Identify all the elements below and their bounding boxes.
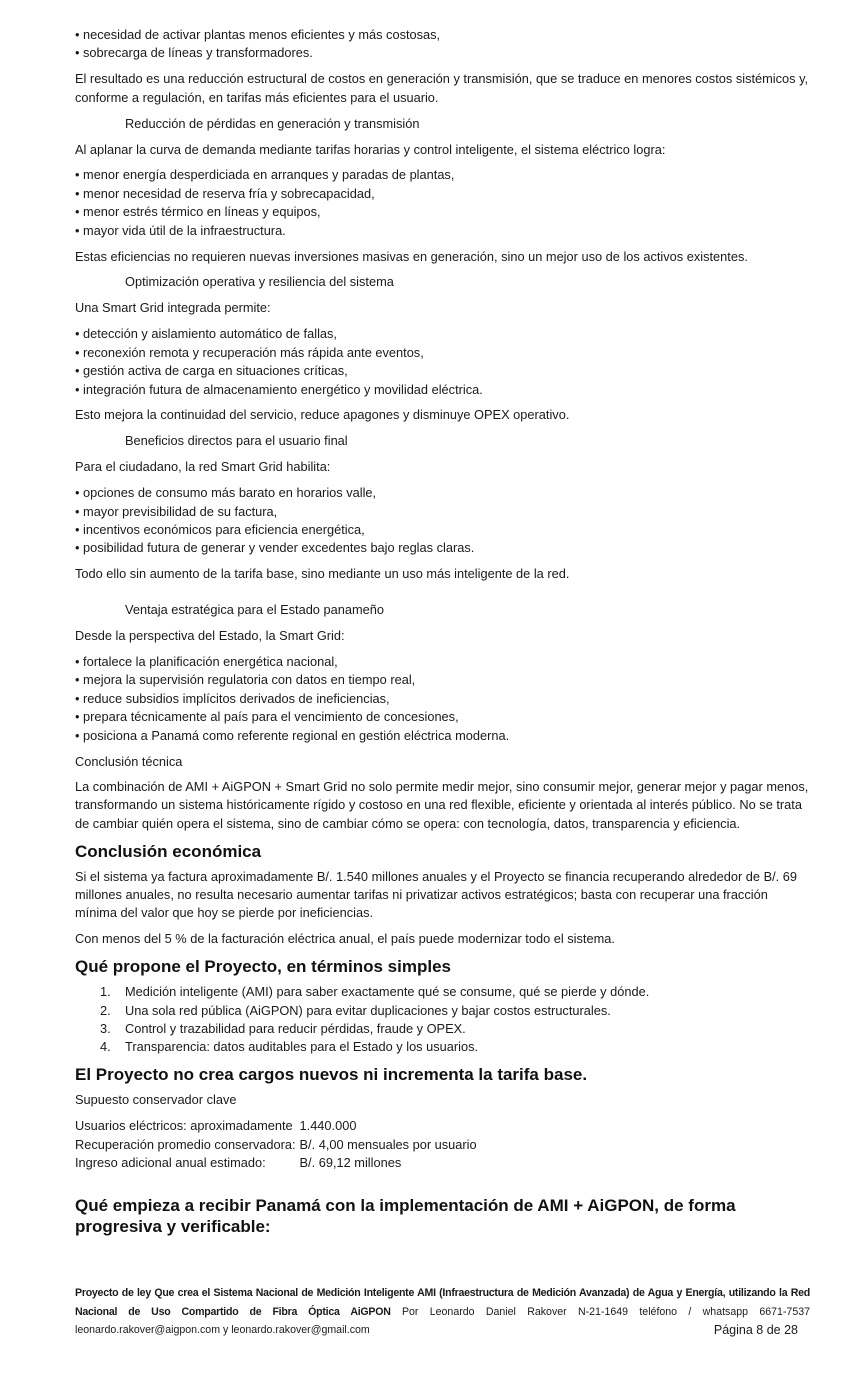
list-item: • mayor vida útil de la infraestructura. <box>75 222 286 238</box>
section-heading: Conclusión económica <box>75 841 262 861</box>
row-value: B/. 4,00 mensuales por usuario <box>299 1136 477 1152</box>
footer-project-title: Proyecto de ley Que crea el Sistema Nacional de Medición Inteligente AMI (Infraestructura de Medición Avanzada) de Agua y Energía, utilizando la Red Nacional de Uso Compartido de Fibra Óptica AiGPON <box>75 1287 810 1318</box>
list-item <box>75 1038 813 1056</box>
list-item: • sobrecarga de líneas y transformadores. <box>75 45 313 61</box>
list-item: • prepara técnicamente al país para el vencimiento de concesiones, <box>75 709 459 725</box>
section-subheading: Ventaja estratégica para el Estado panameño <box>125 602 384 618</box>
paragraph: El resultado es una reducción estructural de costos en generación y transmisión, que se traduce en menores costos sistémicos y, conforme a regulación, en tarifas más eficientes para el usuario. <box>75 71 809 105</box>
list-number: 1. <box>100 984 111 1000</box>
list-item: • menor necesidad de reserva fría y sobrecapacidad, <box>75 185 375 201</box>
list-item: • incentivos económicos para eficiencia energética, <box>75 521 365 537</box>
list-item: • necesidad de activar plantas menos eficientes y más costosas, <box>75 27 441 42</box>
list-item: • mayor previsibilidad de su factura, <box>75 503 278 519</box>
paragraph: Supuesto conservador clave <box>75 1092 237 1108</box>
list-number: 3. <box>100 1021 111 1037</box>
paragraph: Desde la perspectiva del Estado, la Smart Grid: <box>75 628 345 644</box>
bullet-list <box>75 325 813 399</box>
list-item: • posibilidad futura de generar y vender excedentes bajo reglas claras. <box>75 540 475 556</box>
list-number: 4. <box>100 1039 111 1055</box>
list-item <box>75 1020 813 1038</box>
footer-project <box>75 1284 810 1321</box>
list-item: • integración futura de almacenamiento energético y movilidad eléctrica. <box>75 381 483 397</box>
list-item: • menor estrés térmico en líneas y equipos, <box>75 204 321 220</box>
table-row <box>75 1154 481 1172</box>
row-label: Recuperación promedio conservadora: <box>75 1136 296 1152</box>
list-item: • gestión activa de carga en situaciones críticas, <box>75 363 348 379</box>
spacer <box>75 1181 813 1191</box>
list-item: • reduce subsidios implícitos derivados de ineficiencias, <box>75 690 390 706</box>
page-number: Página 8 de 28 <box>713 1323 798 1337</box>
bullet-list <box>75 26 813 63</box>
table-row <box>75 1117 481 1135</box>
list-item: • reconexión remota y recuperación más rápida ante eventos, <box>75 344 424 360</box>
paragraph: Con menos del 5 % de la facturación eléctrica anual, el país puede modernizar todo el sistema. <box>75 931 615 947</box>
list-item: • mejora la supervisión regulatoria con datos en tiempo real, <box>75 672 416 688</box>
list-text: Control y trazabilidad para reducir pérdidas, fraude y OPEX. <box>125 1021 466 1037</box>
section-heading: El Proyecto no crea cargos nuevos ni incrementa la tarifa base. <box>75 1065 588 1085</box>
list-item: • menor energía desperdiciada en arranques y paradas de plantas, <box>75 167 455 183</box>
footer-emails: leonardo.rakover@aigpon.com y leonardo.rakover@gmail.com <box>75 1324 370 1336</box>
assumptions-table <box>75 1117 481 1172</box>
list-text: Transparencia: datos auditables para el Estado y los usuarios. <box>125 1039 479 1055</box>
document-body <box>75 26 813 1243</box>
section-subheading: Beneficios directos para el usuario final <box>125 433 348 449</box>
table-row <box>75 1136 481 1154</box>
list-item <box>75 1002 813 1020</box>
spacer <box>75 591 813 601</box>
list-item: • fortalece la planificación energética nacional, <box>75 653 338 669</box>
paragraph: Al aplanar la curva de demanda mediante tarifas horarias y control inteligente, el sistema eléctrico logra: <box>75 141 666 157</box>
row-label: Ingreso adicional anual estimado: <box>75 1155 266 1171</box>
paragraph: Si el sistema ya factura aproximadamente B/. 1.540 millones anuales y el Proyecto se financia recuperando alrededor de B/. 69 millones anuales, no resulta necesario aumentar tarifas ni privatizar activos estratégicos; basta con recuperar una fracción mínima del valor que hoy se pierde por ineficiencias. <box>75 868 798 921</box>
row-value: B/. 69,12 millones <box>299 1155 402 1171</box>
bullet-list <box>75 166 813 240</box>
list-number: 2. <box>100 1002 111 1018</box>
bullet-list <box>75 484 813 558</box>
section-subheading: Conclusión técnica <box>75 753 183 769</box>
bullet-list <box>75 653 813 745</box>
page-footer <box>75 1284 810 1340</box>
paragraph: Para el ciudadano, la red Smart Grid habilita: <box>75 459 331 475</box>
paragraph: Una Smart Grid integrada permite: <box>75 300 271 316</box>
list-item: • detección y aislamiento automático de fallas, <box>75 326 337 342</box>
list-item: • posiciona a Panamá como referente regional en gestión eléctrica moderna. <box>75 727 510 743</box>
row-label: Usuarios eléctricos: aproximadamente <box>75 1118 293 1134</box>
section-subheading: Reducción de pérdidas en generación y transmisión <box>125 115 420 131</box>
section-subheading: Optimización operativa y resiliencia del sistema <box>125 274 394 290</box>
paragraph: Todo ello sin aumento de la tarifa base, sino mediante un uso más inteligente de la red. <box>75 566 570 582</box>
paragraph: Estas eficiencias no requieren nuevas inversiones masivas en generación, sino un mejor uso de los activos existentes. <box>75 248 748 264</box>
paragraph: Esto mejora la continuidad del servicio, reduce apagones y disminuye OPEX operativo. <box>75 407 570 423</box>
list-text: Una sola red pública (AiGPON) para evitar duplicaciones y bajar costos estructurales. <box>125 1002 611 1018</box>
list-item <box>75 983 813 1001</box>
footer-author: Por Leonardo Daniel Rakover N-21-1649 teléfono / whatsapp 6671-7537 <box>390 1305 810 1318</box>
row-value: 1.440.000 <box>299 1118 357 1134</box>
section-heading: Qué empieza a recibir Panamá con la implementación de AMI + AiGPON, de forma progresiva y verificable: <box>75 1195 736 1236</box>
numbered-list <box>75 983 813 1057</box>
list-item: • opciones de consumo más barato en horarios valle, <box>75 485 377 501</box>
section-heading: Qué propone el Proyecto, en términos simples <box>75 957 451 977</box>
paragraph: La combinación de AMI + AiGPON + Smart Grid no solo permite medir mejor, sino consumir mejor, generar mejor y pagar menos, transformando un sistema históricamente rígido y costoso en una red flexible, eficiente y orientada al interés público. No se trata de cambiar quién opera el sistema, sino de cambiar cómo se opera: con tecnología, datos, transparencia y eficiencia. <box>75 778 809 831</box>
list-text: Medición inteligente (AMI) para saber exactamente qué se consume, qué se pierde y dónde. <box>125 984 650 1000</box>
